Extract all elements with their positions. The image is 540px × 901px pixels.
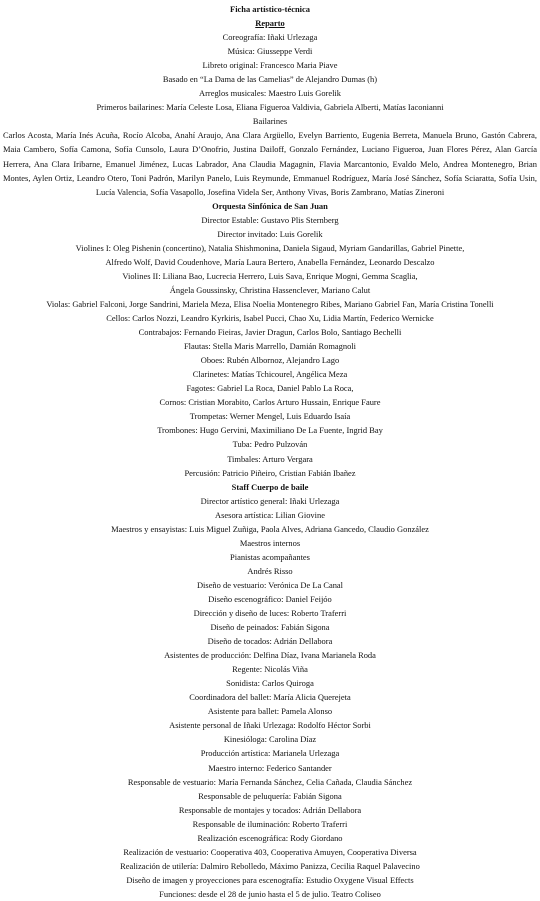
- credit-line: Música: Giusseppe Verdi: [227, 46, 313, 57]
- credit-line: Responsable de montajes y tocados: Adrián Dellabora: [178, 804, 362, 815]
- credit-line: Andrés Risso: [247, 565, 293, 576]
- section-heading: Staff Cuerpo de baile: [231, 481, 309, 492]
- credit-line: Primeros bailarines: María Celeste Losa, Eliana Figueroa Valdivia, Gabriela Alberti, Matías Iaconianni: [96, 102, 444, 113]
- credit-line: Diseño de tocados: Adrián Dellabora: [207, 636, 333, 647]
- credit-line: Coordinadora del ballet: María Alicia Querejeta: [189, 692, 351, 703]
- credit-line: Asistente personal de Iñaki Urlezaga: Rodolfo Héctor Sorbi: [169, 720, 371, 731]
- credit-line: Producción artística: Marianela Urlezaga: [200, 748, 340, 759]
- credit-line: Tuba: Pedro Pulzován: [232, 439, 308, 450]
- credit-line: Trombones: Hugo Gervini, Maximiliano De La Fuente, Ingrid Bay: [157, 425, 383, 436]
- credit-line: Asistentes de producción: Delfina Díaz, Ivana Marianela Roda: [164, 650, 376, 661]
- credit-line: Timbales: Arturo Vergara: [227, 453, 313, 464]
- credit-line: Basado en “La Dama de las Camelias” de Alejandro Dumas (h): [162, 74, 378, 85]
- credit-line: Maestro interno: Federico Santander: [208, 762, 332, 773]
- credit-line: Maestros y ensayistas: Luis Miguel Zuñiga, Paola Alves, Adriana Gancedo, Claudio González: [111, 523, 429, 534]
- credit-line: Asistente para ballet: Pamela Alonso: [207, 706, 333, 717]
- credit-line: Cornos: Cristian Morabito, Carlos Arturo Hussain, Enrique Faure: [159, 397, 381, 408]
- credit-line: Percusión: Patricio Piñeiro, Cristian Fabián Ibañez: [184, 467, 356, 478]
- credit-line: Director Estable: Gustavo Plis Sternberg: [201, 214, 339, 225]
- credit-line: Responsable de peluquería: Fabián Sigona: [198, 790, 342, 801]
- credit-line: Alfredo Wolf, David Coudenhove, María Laura Bertero, Anabella Fernández, Leonardo Descalzo: [105, 256, 435, 267]
- credit-line: Diseño escenográfico: Daniel Feijóo: [208, 593, 332, 604]
- credit-line: Diseño de imagen y proyecciones para escenografía: Estudio Oxygene Visual Effects: [126, 874, 414, 885]
- credit-line: Realización de vestuario: Cooperativa 403, Cooperativa Amuyen, Cooperativa Diversa: [123, 846, 417, 857]
- credit-line: Oboes: Rubén Albornoz, Alejandro Lago: [200, 355, 340, 366]
- credit-line: Sonidista: Carlos Quiroga: [226, 678, 314, 689]
- credit-line: Pianistas acompañantes: [230, 551, 310, 562]
- credit-line: Bailarines: [252, 116, 288, 127]
- credit-line: Flautas: Stella Maris Marrello, Damián Romagnoli: [183, 341, 356, 352]
- credit-line: Clarinetes: Matías Tchicourel, Angélica Meza: [192, 369, 348, 380]
- credit-line: Diseño de vestuario: Verónica De La Canal: [196, 579, 344, 590]
- credit-line: Director invitado: Luis Gorelik: [217, 228, 323, 239]
- credit-line: Fagotes: Gabriel La Roca, Daniel Pablo La Roca,: [186, 383, 354, 394]
- credit-line: Ángela Goussinsky, Christina Hassenclever, Mariano Calut: [169, 284, 371, 295]
- document-title: Ficha artístico-técnica: [230, 4, 310, 14]
- credit-line: Asesora artística: Lilian Giovine: [215, 509, 325, 520]
- credit-line: Kinesióloga: Carolina Díaz: [223, 734, 317, 745]
- credit-line: Contrabajos: Fernando Fieiras, Javier Dragun, Carlos Bolo, Santiago Bechelli: [138, 327, 402, 338]
- credit-line: Director artístico general: Iñaki Urlezaga: [200, 495, 340, 506]
- credit-line: Realización de utilería: Dalmiro Rebolledo, Máximo Panizza, Cecilia Raquel Palavecino: [120, 860, 420, 871]
- dancers-list: Carlos Acosta, María Inés Acuña, Rocío Alcoba, Anahí Araujo, Ana Clara Argüello, Evelyn Barriento, Eugenia Berreta, Manuela Bruno, Gastón Cabrera, Maia Cambero, Sofía Camona, Sofía Cunsolo, Laura D’Onofrio, Justina Dailoff, Gonzalo Fernández, Luciano Figueroa, Juan Flores Pérez, Alan García Herrera, Ana Clara Iribarne, Emanuel Jiménez, Lucas Labrador, Ana Claudia Magagnin, Flavia Marcantonio, Evaldo Melo, Andrea Montenegro, Brian Montes, Aylen Ortiz, Leandro Otero, Toni Padrón, Marilyn Panelo, Luis Reymunde, Emmanuel Rodríguez, María José Sánchez, Sofía Sciaratta, Sofía Usin, Lucía Valencia, Sofía Vasapollo, Josefina Videla Ser, Anthony Vivas, Boris Zambrano, Matías Zineroni: [3, 130, 537, 197]
- credit-line: Coreografía: Iñaki Urlezaga: [222, 32, 318, 43]
- credit-line: Responsable de vestuario: María Fernanda Sánchez, Celia Cañada, Claudia Sánchez: [127, 776, 413, 787]
- credit-line: Violines I: Oleg Pishenin (concertino), Natalia Shishmonina, Daniela Sigaud, Myriam Gandarillas, Gabriel Pinette,: [75, 242, 465, 253]
- credit-line: Violas: Gabriel Falconi, Jorge Sandrini, Mariela Meza, Elisa Noelia Montenegro Ribes, Mariano Gabriel Fan, María Cristina Tonelli: [46, 298, 494, 309]
- credit-line: Violines II: Liliana Bao, Lucrecia Herrero, Luis Sava, Enrique Mogni, Gemma Scaglia,: [122, 270, 418, 281]
- credit-line: Dirección y diseño de luces: Roberto Traferri: [193, 608, 347, 619]
- credit-line: Maestros internos: [239, 537, 301, 548]
- credit-line: Regente: Nicolás Viña: [232, 664, 308, 675]
- credit-line: Cellos: Carlos Nozzi, Leandro Kyrkiris, Isabel Pucci, Chao Xu, Lidia Martín, Federico Wernicke: [106, 313, 434, 324]
- credit-line: Realización escenográfica: Rody Giordano: [197, 832, 343, 843]
- section-heading: Reparto: [255, 18, 285, 29]
- credit-line: Libreto original: Francesco Maria Piave: [202, 60, 338, 71]
- credit-line: Funciones: desde el 28 de junio hasta el 5 de julio. Teatro Coliseo: [159, 888, 381, 899]
- credit-line: Trompetas: Werner Mengel, Luis Eduardo Isaía: [189, 411, 351, 422]
- credit-line: Diseño de peinados: Fabián Sigona: [210, 622, 330, 633]
- section-heading: Orquesta Sinfónica de San Juan: [212, 200, 328, 211]
- credit-line: Arreglos musicales: Maestro Luis Gorelik: [199, 88, 341, 99]
- credit-line: Responsable de iluminación: Roberto Traferri: [192, 818, 348, 829]
